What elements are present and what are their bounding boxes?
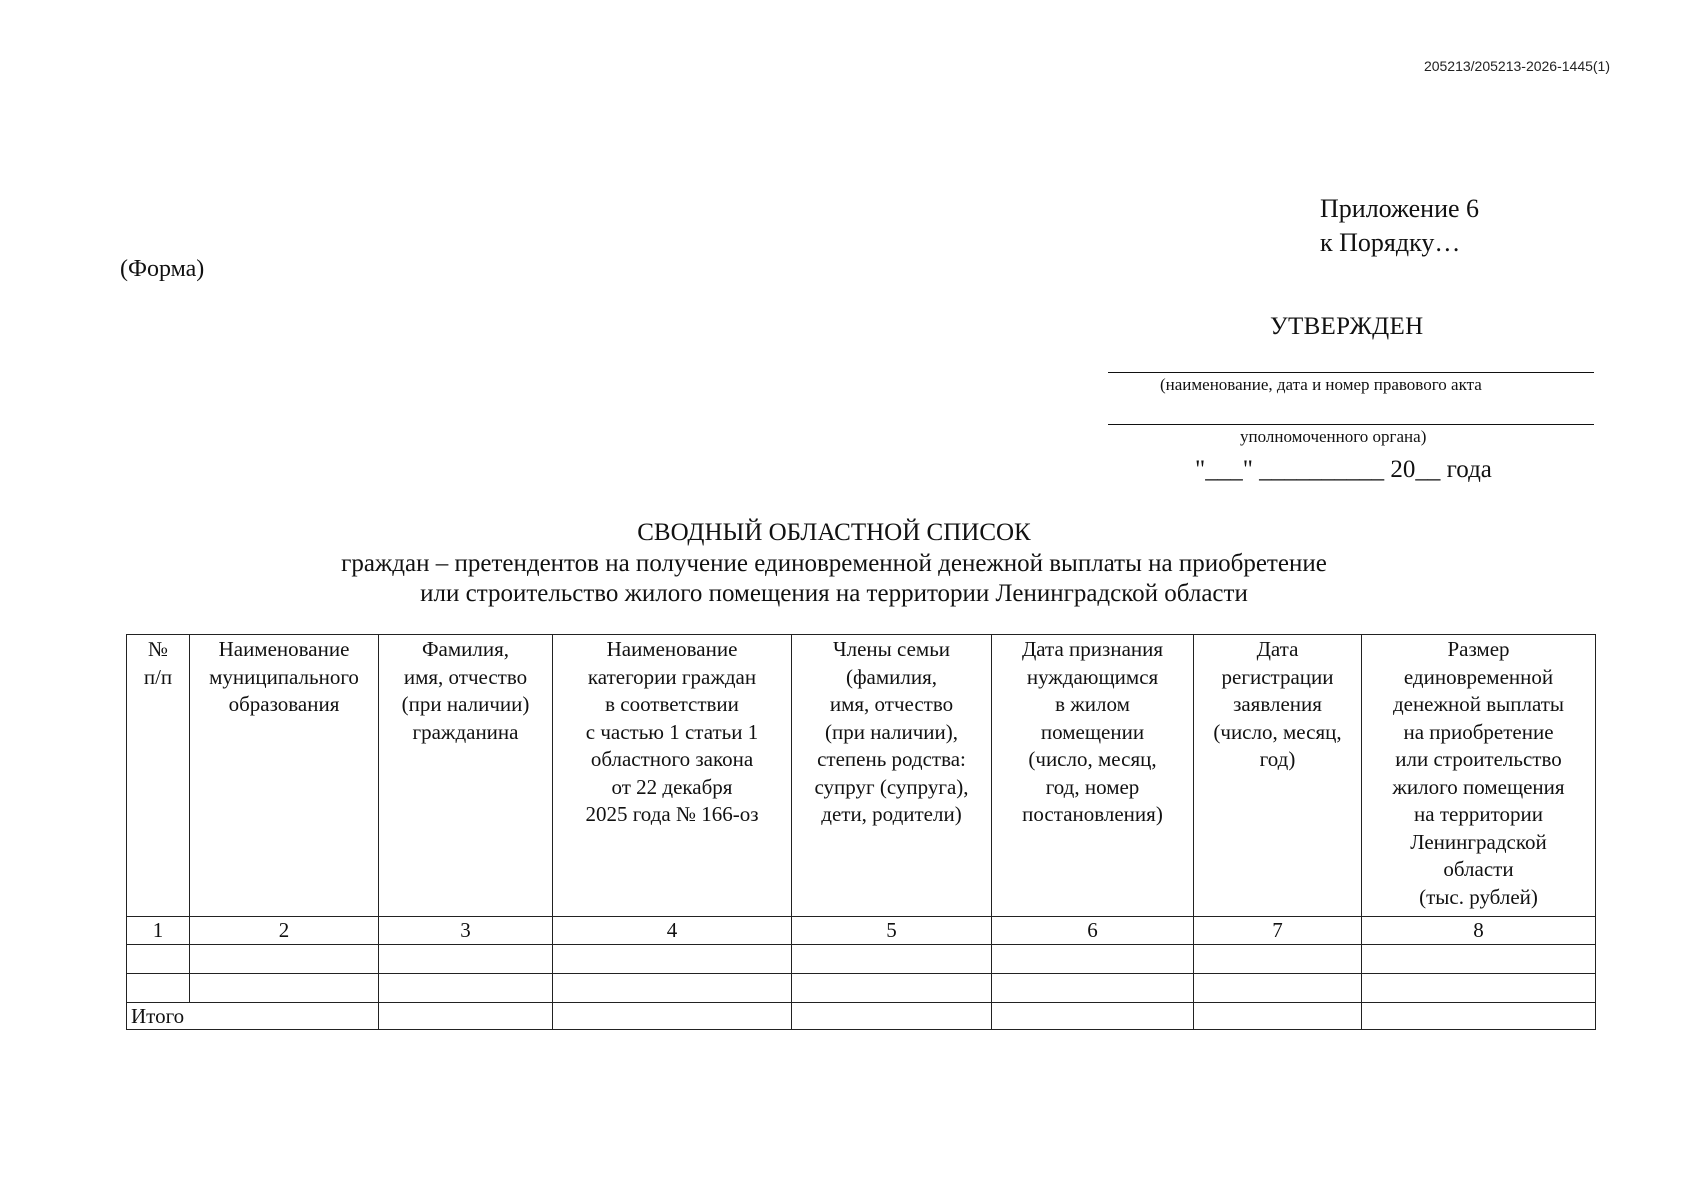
table-cell [127, 945, 190, 974]
table-cell [553, 945, 792, 974]
table-cell [379, 945, 553, 974]
table-cell [1194, 945, 1362, 974]
document-title: СВОДНЫЙ ОБЛАСТНОЙ СПИСОК [637, 519, 1031, 546]
header-cell-payment-amount: Размер единовременной денежной выплаты на приобретение или строительство жилого помещения на территории Ленинградской области (тыс. рублей) [1362, 635, 1596, 917]
total-cell [553, 1003, 792, 1030]
approval-caption-1: (наименование, дата и номер правового акта [1160, 375, 1482, 394]
document-subtitle-line-1: граждан – претендентов на получение единовременной денежной выплаты на приобретение [341, 550, 1327, 577]
header-cell-application-date: Дата регистрации заявления (число, месяц, год) [1194, 635, 1362, 917]
table-cell [127, 974, 190, 1003]
header-cell-municipality: Наименование муниципального образования [190, 635, 379, 917]
column-number-cell: 8 [1362, 917, 1596, 945]
appendix-number: Приложение 6 [1320, 194, 1480, 223]
citizens-list-table [126, 634, 1596, 1030]
table-cell [190, 974, 379, 1003]
column-number-cell: 1 [127, 917, 190, 945]
header-cell-need-recognition-date: Дата признания нуждающимся в жилом помещении (число, месяц, год, номер постановления) [992, 635, 1194, 917]
column-number-cell: 5 [792, 917, 992, 945]
table-cell [553, 974, 792, 1003]
column-number-cell: 6 [992, 917, 1194, 945]
table-cell [190, 945, 379, 974]
header-cell-category: Наименование категории граждан в соответствии с частью 1 статьи 1 областного закона от 22 декабря 2025 года № 166-оз [553, 635, 792, 917]
total-cell [1362, 1003, 1596, 1030]
approval-date-line: "___" __________ 20__ года [1195, 456, 1492, 483]
column-number-cell: 2 [190, 917, 379, 945]
document-id: 205213/205213-2026-1445(1) [1423, 58, 1610, 74]
approval-signature-line-1 [1108, 372, 1594, 373]
approval-signature-line-2 [1108, 424, 1594, 425]
total-cell [992, 1003, 1194, 1030]
document-subtitle-line-2: или строительство жилого помещения на территории Ленинградской области [420, 580, 1248, 607]
approval-title: УТВЕРЖДЕН [1270, 313, 1424, 340]
column-number-row [127, 917, 1596, 945]
table-cell [1362, 974, 1596, 1003]
total-cell [792, 1003, 992, 1030]
form-label: (Форма) [120, 256, 205, 282]
table-row [127, 974, 1596, 1003]
total-label: Итого [127, 1003, 379, 1030]
approval-caption-2: уполномоченного органа) [1240, 427, 1427, 446]
header-cell-number: № п/п [127, 635, 190, 917]
column-number-cell: 4 [553, 917, 792, 945]
table-cell [992, 974, 1194, 1003]
table-cell [379, 974, 553, 1003]
table-cell [992, 945, 1194, 974]
column-number-cell: 7 [1194, 917, 1362, 945]
table-header-row [127, 635, 1596, 917]
column-number-cell: 3 [379, 917, 553, 945]
total-cell [379, 1003, 553, 1030]
appendix-reference: к Порядку… [1320, 228, 1461, 257]
table-cell [792, 974, 992, 1003]
header-cell-family-members: Члены семьи (фамилия, имя, отчество (при наличии), степень родства: супруг (супруга), дети, родители) [792, 635, 992, 917]
header-cell-citizen-name: Фамилия, имя, отчество (при наличии) гражданина [379, 635, 553, 917]
table-cell [1194, 974, 1362, 1003]
table-cell [1362, 945, 1596, 974]
total-row [127, 1003, 1596, 1030]
total-cell [1194, 1003, 1362, 1030]
table-cell [792, 945, 992, 974]
table-row [127, 945, 1596, 974]
